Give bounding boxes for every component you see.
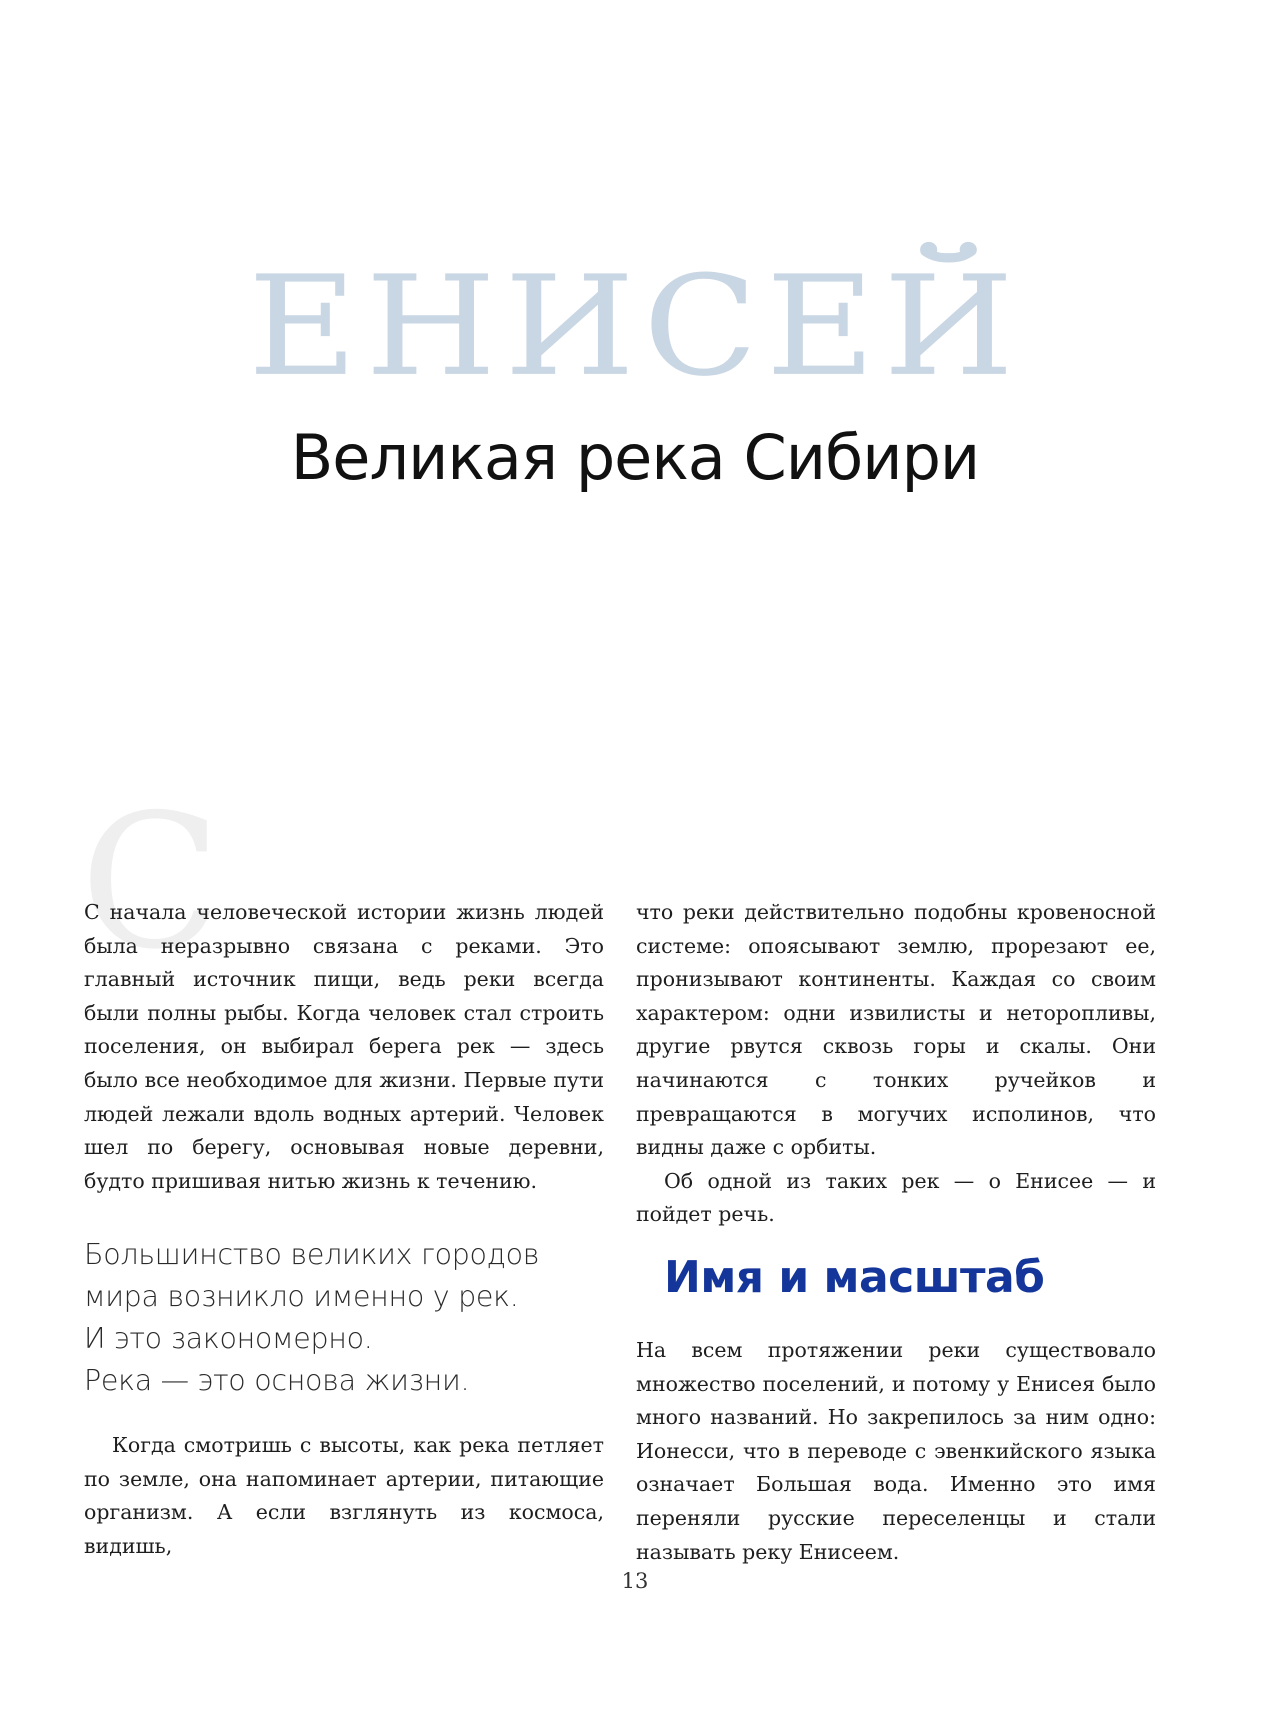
paragraph-yenisei-intro: Об одной из таких рек — о Енисее — и пойдет речь. xyxy=(636,1168,1156,1227)
chapter-subtitle: Великая река Сибири xyxy=(290,421,980,494)
pull-quote-line: И это закономерно. xyxy=(84,1322,373,1355)
paragraph-rivers-system: что реки действительно подобны кровеносной системе: опоясывают землю, прорезают ее, пронизывают континенты. Каждая со своим характером: одни извилисты и неторопливы, другие рвутся сквозь горы и скалы. Они начинаются с тонких ручейков и превращаются в могучих исполинов, что видны даже с орбиты. xyxy=(636,900,1156,1160)
left-column-intro xyxy=(84,896,604,1198)
paragraph-name-origin: На всем протяжении реки существовало множество поселений, и потому у Енисея было много названий. Но закрепилось за ним одно: Ионесси, что в переводе с эвенкийского языка означает Большая вода. Именно это имя переняли русские переселенцы и стали называть реку Енисеем. xyxy=(636,1338,1156,1564)
right-column-section xyxy=(636,1334,1156,1569)
paragraph-space-view: Когда смотришь с высоты, как река петляет по земле, она напоминает артерии, питающие организм. А если взглянуть из космоса, видишь, xyxy=(84,1433,604,1558)
paragraph-intro: С начала человеческой истории жизнь людей была неразрывно связана с реками. Это главный источник пищи, ведь реки всегда были полны рыбы. Когда человек стал строить поселения, он выбирал берега рек — здесь было все необходимое для жизни. Первые пути людей лежали вдоль водных артерий. Человек шел по берегу, основывая новые деревни, будто пришивая нитью жизнь к течению. xyxy=(84,900,604,1193)
right-column-continued xyxy=(636,896,1156,1232)
left-column-continued xyxy=(84,1429,604,1563)
pull-quote-line: Река — это основа жизни. xyxy=(84,1364,470,1397)
pull-quote-line: мира возникло именно у рек. xyxy=(84,1280,519,1313)
pull-quote-line: Большинство великих городов xyxy=(84,1238,540,1271)
pull-quote xyxy=(84,1234,624,1402)
section-heading: Имя и масштаб xyxy=(664,1252,1045,1303)
chapter-title: ЕНИСЕЙ xyxy=(247,246,1023,408)
drop-cap-letter: С xyxy=(80,774,222,990)
page-number: 13 xyxy=(621,1569,649,1593)
